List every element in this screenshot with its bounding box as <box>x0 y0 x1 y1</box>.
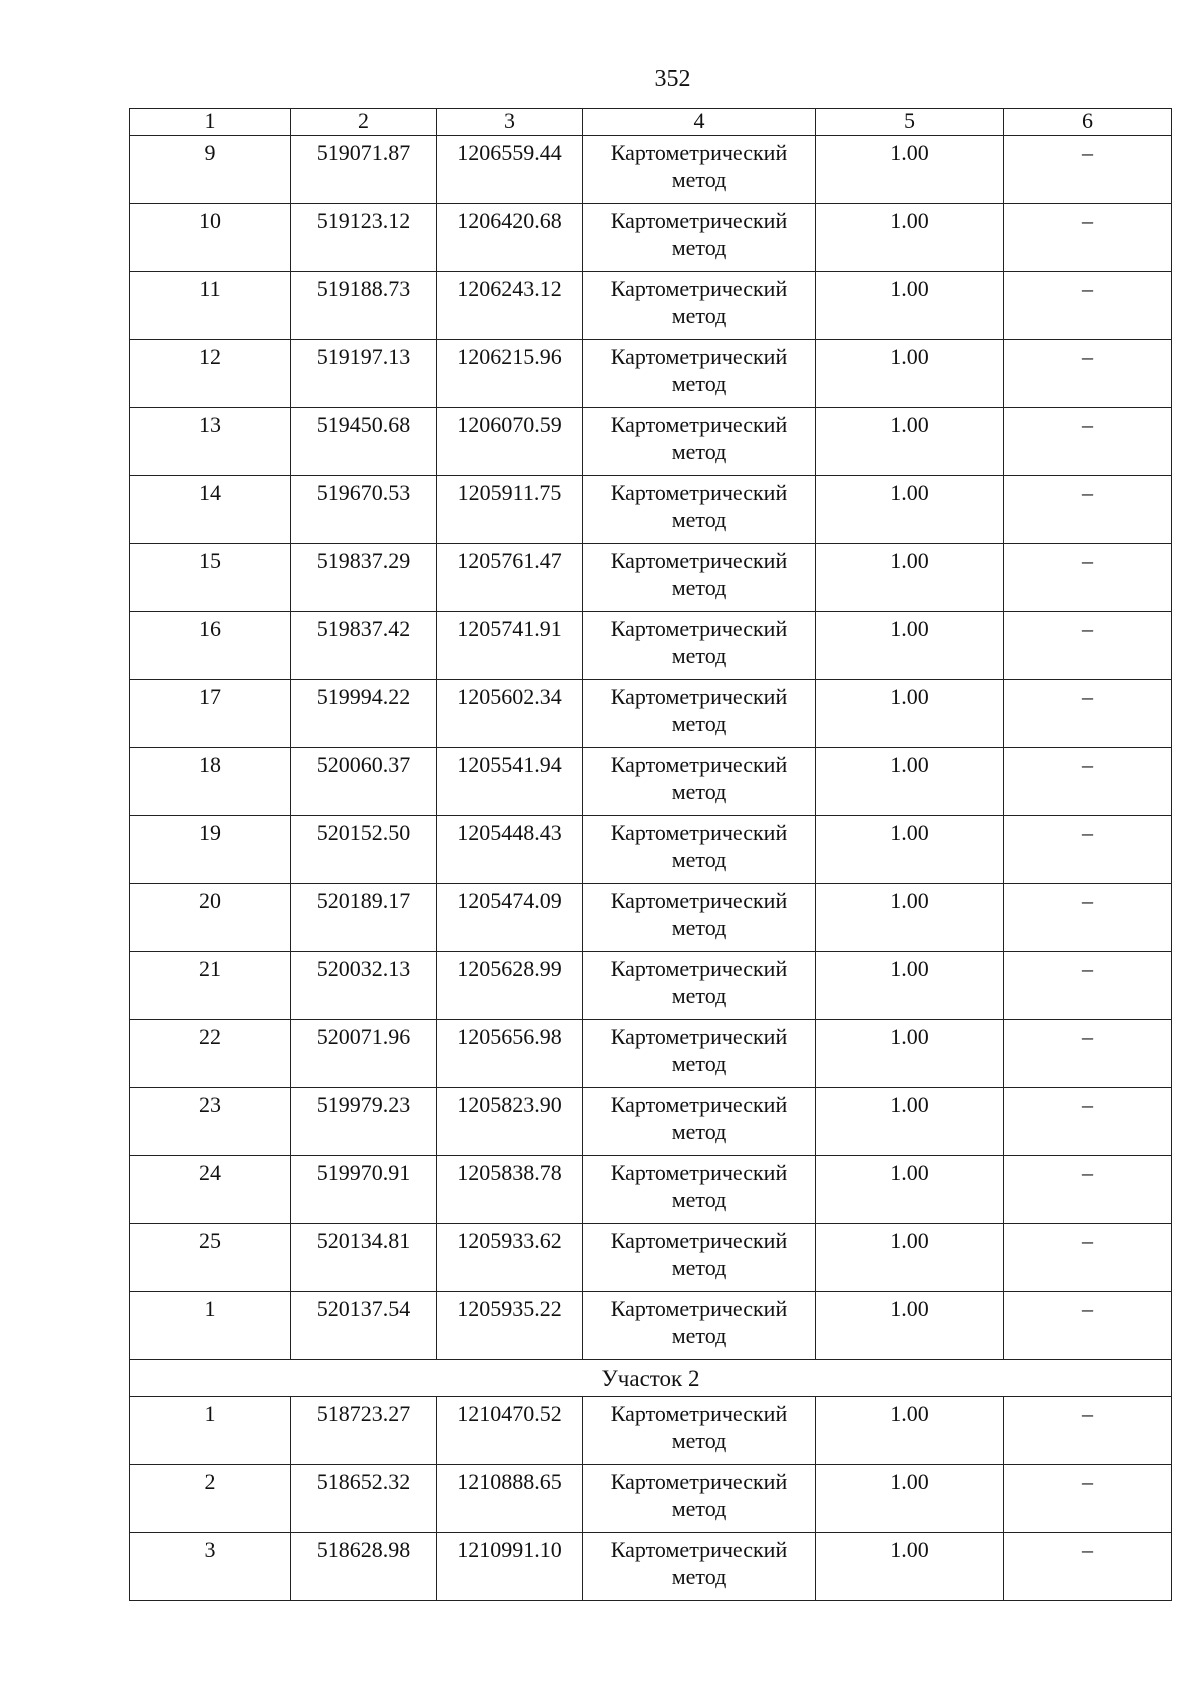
method-cell <box>583 1088 816 1156</box>
note-cell: – <box>1004 952 1172 1020</box>
point-number-cell: 14 <box>130 476 291 544</box>
table-row <box>130 476 1172 544</box>
accuracy-cell: 1.00 <box>816 340 1004 408</box>
accuracy-cell: 1.00 <box>816 952 1004 1020</box>
table-row <box>130 612 1172 680</box>
method-cell <box>583 340 816 408</box>
method-cell <box>583 476 816 544</box>
method-text: Картометрический метод <box>610 684 788 736</box>
method-cell <box>583 884 816 952</box>
point-number-cell: 22 <box>130 1020 291 1088</box>
method-text: Картометрический метод <box>610 140 788 192</box>
method-text: Картометрический метод <box>610 480 788 532</box>
y-coordinate-cell: 1210991.10 <box>437 1533 583 1601</box>
table-row <box>130 1020 1172 1088</box>
table-row <box>130 340 1172 408</box>
note-cell: – <box>1004 272 1172 340</box>
point-number-cell: 25 <box>130 1224 291 1292</box>
x-coordinate-cell: 519837.42 <box>291 612 437 680</box>
x-coordinate-cell: 519188.73 <box>291 272 437 340</box>
point-number-cell: 1 <box>130 1397 291 1465</box>
column-header: 5 <box>816 109 1004 136</box>
y-coordinate-cell: 1206420.68 <box>437 204 583 272</box>
x-coordinate-cell: 520071.96 <box>291 1020 437 1088</box>
x-coordinate-cell: 518628.98 <box>291 1533 437 1601</box>
x-coordinate-cell: 519071.87 <box>291 136 437 204</box>
table-row <box>130 816 1172 884</box>
point-number-cell: 21 <box>130 952 291 1020</box>
method-cell <box>583 272 816 340</box>
y-coordinate-cell: 1206215.96 <box>437 340 583 408</box>
accuracy-cell: 1.00 <box>816 748 1004 816</box>
x-coordinate-cell: 520060.37 <box>291 748 437 816</box>
column-header: 6 <box>1004 109 1172 136</box>
coordinates-table <box>129 108 1172 1601</box>
method-cell <box>583 204 816 272</box>
method-text: Картометрический метод <box>610 888 788 940</box>
point-number-cell: 1 <box>130 1292 291 1360</box>
y-coordinate-cell: 1205933.62 <box>437 1224 583 1292</box>
method-cell <box>583 748 816 816</box>
note-cell: – <box>1004 136 1172 204</box>
x-coordinate-cell: 519994.22 <box>291 680 437 748</box>
y-coordinate-cell: 1205474.09 <box>437 884 583 952</box>
accuracy-cell: 1.00 <box>816 408 1004 476</box>
y-coordinate-cell: 1210470.52 <box>437 1397 583 1465</box>
y-coordinate-cell: 1205911.75 <box>437 476 583 544</box>
page-number: 352 <box>654 66 691 92</box>
method-cell <box>583 1156 816 1224</box>
point-number-cell: 13 <box>130 408 291 476</box>
x-coordinate-cell: 520032.13 <box>291 952 437 1020</box>
table-row <box>130 952 1172 1020</box>
method-text: Картометрический метод <box>610 1160 788 1212</box>
table-row <box>130 1156 1172 1224</box>
table-row <box>130 1088 1172 1156</box>
method-text: Картометрический метод <box>610 1092 788 1144</box>
method-cell <box>583 952 816 1020</box>
y-coordinate-cell: 1205628.99 <box>437 952 583 1020</box>
note-cell: – <box>1004 748 1172 816</box>
method-cell <box>583 136 816 204</box>
note-cell: – <box>1004 1397 1172 1465</box>
accuracy-cell: 1.00 <box>816 272 1004 340</box>
point-number-cell: 24 <box>130 1156 291 1224</box>
method-text: Картометрический метод <box>610 1296 788 1348</box>
table-row <box>130 1465 1172 1533</box>
y-coordinate-cell: 1205838.78 <box>437 1156 583 1224</box>
accuracy-cell: 1.00 <box>816 816 1004 884</box>
table-row <box>130 1292 1172 1360</box>
accuracy-cell: 1.00 <box>816 1020 1004 1088</box>
y-coordinate-cell: 1205656.98 <box>437 1020 583 1088</box>
accuracy-cell: 1.00 <box>816 1533 1004 1601</box>
point-number-cell: 11 <box>130 272 291 340</box>
note-cell: – <box>1004 1533 1172 1601</box>
table-row <box>130 136 1172 204</box>
accuracy-cell: 1.00 <box>816 1292 1004 1360</box>
method-cell <box>583 680 816 748</box>
note-cell: – <box>1004 1465 1172 1533</box>
note-cell: – <box>1004 340 1172 408</box>
note-cell: – <box>1004 1292 1172 1360</box>
x-coordinate-cell: 519979.23 <box>291 1088 437 1156</box>
method-text: Картометрический метод <box>610 1537 788 1589</box>
method-text: Картометрический метод <box>610 412 788 464</box>
method-text: Картометрический метод <box>610 1228 788 1280</box>
column-header: 2 <box>291 109 437 136</box>
point-number-cell: 2 <box>130 1465 291 1533</box>
point-number-cell: 12 <box>130 340 291 408</box>
note-cell: – <box>1004 1088 1172 1156</box>
x-coordinate-cell: 519970.91 <box>291 1156 437 1224</box>
y-coordinate-cell: 1205935.22 <box>437 1292 583 1360</box>
table-row <box>130 408 1172 476</box>
method-text: Картометрический метод <box>610 1024 788 1076</box>
accuracy-cell: 1.00 <box>816 476 1004 544</box>
x-coordinate-cell: 519670.53 <box>291 476 437 544</box>
y-coordinate-cell: 1206070.59 <box>437 408 583 476</box>
note-cell: – <box>1004 204 1172 272</box>
point-number-cell: 9 <box>130 136 291 204</box>
point-number-cell: 3 <box>130 1533 291 1601</box>
point-number-cell: 16 <box>130 612 291 680</box>
coordinates-table-body <box>130 109 1172 1601</box>
accuracy-cell: 1.00 <box>816 1156 1004 1224</box>
note-cell: – <box>1004 544 1172 612</box>
accuracy-cell: 1.00 <box>816 1465 1004 1533</box>
table-row <box>130 204 1172 272</box>
method-text: Картометрический метод <box>610 548 788 600</box>
method-text: Картометрический метод <box>610 616 788 668</box>
point-number-cell: 10 <box>130 204 291 272</box>
method-cell <box>583 816 816 884</box>
method-cell <box>583 544 816 612</box>
column-header: 3 <box>437 109 583 136</box>
accuracy-cell: 1.00 <box>816 136 1004 204</box>
y-coordinate-cell: 1205602.34 <box>437 680 583 748</box>
table-row <box>130 1397 1172 1465</box>
table-row <box>130 544 1172 612</box>
section-row <box>130 1360 1172 1397</box>
x-coordinate-cell: 520137.54 <box>291 1292 437 1360</box>
method-cell <box>583 1292 816 1360</box>
column-header: 4 <box>583 109 816 136</box>
x-coordinate-cell: 519837.29 <box>291 544 437 612</box>
y-coordinate-cell: 1205823.90 <box>437 1088 583 1156</box>
point-number-cell: 20 <box>130 884 291 952</box>
method-text: Картометрический метод <box>610 208 788 260</box>
method-text: Картометрический метод <box>610 956 788 1008</box>
note-cell: – <box>1004 816 1172 884</box>
note-cell: – <box>1004 1156 1172 1224</box>
x-coordinate-cell: 518723.27 <box>291 1397 437 1465</box>
note-cell: – <box>1004 1020 1172 1088</box>
x-coordinate-cell: 518652.32 <box>291 1465 437 1533</box>
x-coordinate-cell: 519123.12 <box>291 204 437 272</box>
note-cell: – <box>1004 1224 1172 1292</box>
point-number-cell: 17 <box>130 680 291 748</box>
method-cell <box>583 1465 816 1533</box>
table-row <box>130 272 1172 340</box>
accuracy-cell: 1.00 <box>816 884 1004 952</box>
x-coordinate-cell: 520189.17 <box>291 884 437 952</box>
y-coordinate-cell: 1205761.47 <box>437 544 583 612</box>
note-cell: – <box>1004 680 1172 748</box>
method-cell <box>583 612 816 680</box>
header-row <box>130 109 1172 136</box>
method-cell <box>583 1020 816 1088</box>
y-coordinate-cell: 1205448.43 <box>437 816 583 884</box>
y-coordinate-cell: 1206243.12 <box>437 272 583 340</box>
y-coordinate-cell: 1205541.94 <box>437 748 583 816</box>
method-cell <box>583 408 816 476</box>
x-coordinate-cell: 519197.13 <box>291 340 437 408</box>
accuracy-cell: 1.00 <box>816 1224 1004 1292</box>
note-cell: – <box>1004 476 1172 544</box>
method-cell <box>583 1533 816 1601</box>
table-row <box>130 1224 1172 1292</box>
accuracy-cell: 1.00 <box>816 680 1004 748</box>
table-row <box>130 680 1172 748</box>
note-cell: – <box>1004 884 1172 952</box>
method-text: Картометрический метод <box>610 752 788 804</box>
column-header: 1 <box>130 109 291 136</box>
point-number-cell: 18 <box>130 748 291 816</box>
section-label: Участок 2 <box>130 1360 1172 1397</box>
point-number-cell: 15 <box>130 544 291 612</box>
method-text: Картометрический метод <box>610 1469 788 1521</box>
accuracy-cell: 1.00 <box>816 612 1004 680</box>
x-coordinate-cell: 519450.68 <box>291 408 437 476</box>
y-coordinate-cell: 1206559.44 <box>437 136 583 204</box>
table-row <box>130 884 1172 952</box>
method-text: Картометрический метод <box>610 820 788 872</box>
accuracy-cell: 1.00 <box>816 544 1004 612</box>
table-row <box>130 748 1172 816</box>
accuracy-cell: 1.00 <box>816 1397 1004 1465</box>
method-text: Картометрический метод <box>610 276 788 328</box>
y-coordinate-cell: 1210888.65 <box>437 1465 583 1533</box>
method-cell <box>583 1224 816 1292</box>
note-cell: – <box>1004 408 1172 476</box>
x-coordinate-cell: 520134.81 <box>291 1224 437 1292</box>
x-coordinate-cell: 520152.50 <box>291 816 437 884</box>
method-text: Картометрический метод <box>610 344 788 396</box>
accuracy-cell: 1.00 <box>816 204 1004 272</box>
table-row <box>130 1533 1172 1601</box>
note-cell: – <box>1004 612 1172 680</box>
y-coordinate-cell: 1205741.91 <box>437 612 583 680</box>
point-number-cell: 19 <box>130 816 291 884</box>
method-text: Картометрический метод <box>610 1401 788 1453</box>
accuracy-cell: 1.00 <box>816 1088 1004 1156</box>
method-cell <box>583 1397 816 1465</box>
point-number-cell: 23 <box>130 1088 291 1156</box>
